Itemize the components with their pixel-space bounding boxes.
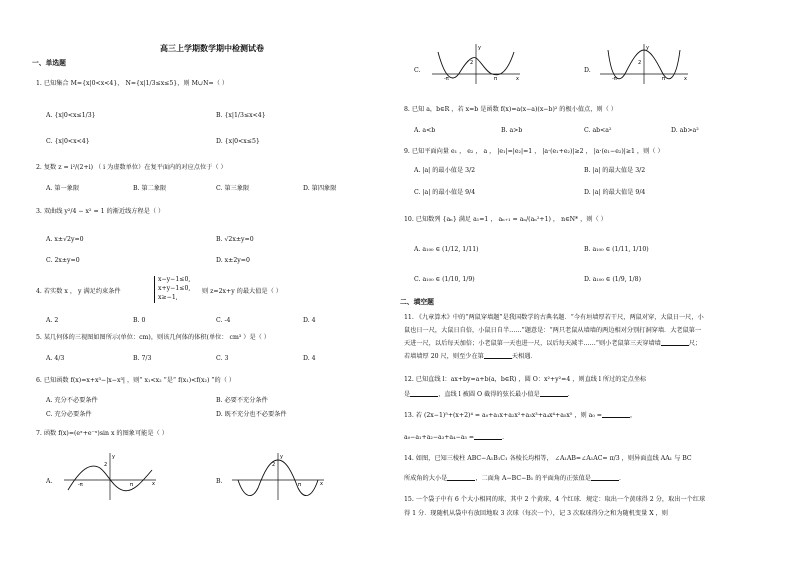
question-3-stem: 3. 双曲线 y²/4 − x² = 1 的渐近线方程是（ ） (36, 208, 165, 215)
question-11-line-3-text: 天进一尺，以后每天加倍；小老鼠第一天也进一尺，以后每天减半……”则小老鼠第三天穿墙墙 (404, 340, 661, 347)
svg-text:y: y (478, 45, 481, 51)
section-heading-fill-in: 二、填空题 (400, 298, 434, 306)
question-8-option-b: B. a>b (501, 127, 523, 134)
question-7-option-d-label: D. (584, 67, 591, 74)
question-12-line-2-end: ． (567, 391, 574, 398)
question-4-stem-tail: 则 z=2x+y 的最大值是（ ） (202, 288, 282, 295)
question-1-option-c: C. {x|0<x<4} (46, 138, 90, 145)
question-4-option-a: A. 2 (46, 317, 59, 324)
question-13-line-1 (404, 412, 754, 420)
question-9-option-a: A. |a| 的最小值是 3/2 (414, 167, 476, 174)
question-2-stem: 2. 复数 z = i²/(2+i) （ i 为虚数单位）在复平面内的对应点位于（ ） (36, 164, 227, 171)
question-15-line-2: 得 1 分．现随机从袋中有放回地取 3 次球（每次一个），记 3 次取球得分之和为随机变量 X ，则 (404, 510, 668, 517)
question-3-option-a: A. x±√2y=0 (46, 236, 84, 243)
question-12-line-2-start: 是 (404, 391, 411, 398)
question-7-option-c-label: C. (414, 67, 421, 74)
question-13-blank-1[interactable] (602, 412, 630, 418)
question-5-option-d: D. 4 (303, 355, 316, 362)
svg-text:π: π (130, 482, 134, 488)
question-4-option-c: C. -4 (216, 317, 231, 324)
question-11-blank-1[interactable] (661, 340, 689, 346)
question-12-blank-2[interactable] (540, 391, 568, 397)
question-6-option-d: D. 既不充分也不必要条件 (216, 411, 287, 418)
svg-text:x: x (320, 481, 323, 487)
question-14-line-2-mid: ，二面角 A−BC−B₁ 的平面角的正弦值是 (475, 475, 591, 482)
question-5-option-b: B. 7/3 (133, 355, 152, 362)
svg-text:y: y (280, 454, 283, 460)
question-3-option-c: C. 2x±y=0 (46, 257, 80, 264)
svg-text:π: π (662, 76, 666, 82)
question-4-option-d: D. 4 (303, 317, 316, 324)
question-6-option-b: B. 必要不充分条件 (216, 397, 268, 404)
question-1-option-b: B. {x|1/3≤x<4} (216, 112, 266, 119)
question-10-option-b: B. a₁₀₀ ∈ (1/11, 1/10) (584, 246, 649, 253)
svg-text:-π: -π (444, 76, 449, 82)
question-9-option-c: C. |a| 的最小值是 9/4 (414, 189, 476, 196)
question-14-line-2-end: ． (618, 475, 626, 482)
question-5-stem: 5. 某几何体的三视图如图所示(单位：cm)，则该几何体的体积(单位： cm³ ）是（ ） (36, 334, 270, 341)
question-14-line-1: 14. 如图，已知三棱柱 ABC−A₁B₁C₁ 各棱长均相等， ∠A₁AB=∠A₁AC= π/3 ，则异面直线 AA₁ 与 BC (404, 455, 692, 462)
question-12-blank-1[interactable] (410, 391, 438, 397)
question-15-line-1: 15. 一个袋子中有 6 个大小相同的球，其中 2 个黄球，4 个红球．规定：取出一个黄球得 2 分，取出一个红球 (404, 496, 706, 503)
question-2-option-b: B. 第二象限 (133, 185, 167, 192)
question-14-blank-2[interactable] (591, 475, 619, 481)
question-9-stem: 9. 已知平面向量 e₁ ， e₂ ， a ， |e₁|=|e₂|=1 ， |a·(e₁+e₂)|≥2 ， |a·(e₁−e₂)|≥1 ，则（ ） (404, 148, 664, 155)
question-7-option-a-label: A. (46, 478, 53, 485)
question-5-option-a: A. 4/3 (46, 355, 65, 362)
question-8-option-d: D. ab>a² (671, 127, 699, 134)
question-12-line-2 (404, 391, 754, 399)
question-4-option-b: B. 0 (133, 317, 146, 324)
question-6-option-a: A. 充分不必要条件 (46, 397, 98, 404)
question-14-line-2 (404, 475, 754, 483)
question-2-option-d: D. 第四象限 (303, 185, 337, 192)
question-13-blank-2[interactable] (474, 434, 502, 440)
question-7-graph-b (228, 450, 328, 502)
svg-text:2: 2 (104, 462, 108, 468)
question-2-option-a: A. 第一象限 (46, 185, 80, 192)
question-8-option-a: A. a<b (414, 127, 436, 134)
svg-text:x: x (684, 76, 687, 82)
question-12-line-1: 12. 已知直线 l：ax+by=a+b(a，b∈R) ，圆 O：x²+y²=4 ，则直线 l 所过的定点坐标 (404, 376, 647, 383)
svg-text:-π: -π (612, 76, 617, 82)
question-7-graph-d (596, 42, 692, 86)
question-4-constraints (154, 276, 190, 303)
question-3-option-b: B. √2x±y=0 (216, 236, 254, 243)
svg-text:π: π (298, 482, 302, 488)
svg-text:2: 2 (638, 60, 642, 66)
question-6-option-c: C. 充分必要条件 (46, 411, 92, 418)
question-9-option-b: B. |a| 的最大值是 3/2 (584, 167, 646, 174)
question-2-option-c: C. 第三象限 (216, 185, 250, 192)
question-4-constraint-3: x≥−1, (158, 293, 178, 301)
question-11-line-2: 鼠也日一尺，大鼠日自倍，小鼠日自半……”题意是：“两只老鼠从墙墙的两边相对分别打洞穿墙．大老鼠第一 (404, 327, 702, 334)
question-11-line-4-tail: 天相遇． (511, 353, 537, 360)
question-11-blank-2[interactable] (484, 353, 512, 359)
question-4-constraint-1: x−y−1≤0, (158, 276, 191, 283)
question-14-line-2-start: 所成角的大小是 (404, 475, 448, 482)
svg-text:y: y (646, 45, 649, 51)
question-11-line-4-text: 若墙墙厚 20 尺，则至少在第 (404, 353, 484, 360)
question-11-line-3 (404, 340, 754, 348)
question-10-stem: 10. 已知数列 {aₙ} 满足 a₁=1 ， aₙ₊₁ = aₙ/(aₙ²+1) ， n∈N* ，则（ ） (404, 216, 607, 223)
question-10-option-a: A. a₁₀₀ ∈ (1/12, 1/11) (414, 246, 479, 253)
section-heading-single-choice: 一、单选题 (32, 59, 66, 67)
question-7-graph-a (60, 450, 160, 502)
question-7-graph-c (428, 42, 524, 86)
question-12-line-2-mid: ，直线 l 被圆 O 截得的弦长最小值是 (438, 391, 540, 398)
svg-text:2: 2 (272, 462, 276, 468)
question-7-stem: 7. 函数 f(x)=(eˣ+e⁻ˣ)sin x 的图象可能是（ ） (36, 430, 168, 437)
page-title: 高三上学期数学期中检测试卷 (160, 43, 264, 53)
question-11-line-4 (404, 353, 754, 361)
question-10-option-d: D. a₁₀₀ ∈ (1/9, 1/8) (584, 276, 641, 283)
question-13-line-2-tail: ． (502, 434, 509, 441)
question-11-line-3-tail: 尺； (688, 340, 702, 347)
question-7-option-b-label: B. (216, 478, 223, 485)
svg-text:-π: -π (78, 482, 83, 488)
question-6-stem: 6. 已知函数 f(x)=x+x³−|x−x³| ，则“ x₁<x₂ ”是“ f(x₁)<f(x₂) ”的（ ） (36, 377, 236, 384)
question-4-stem: 4. 若实数 x ， y 满足约束条件 (36, 288, 121, 295)
question-11-line-1: 11. 《九章算术》中的“两鼠穿墙题”是我国数学的古典名题．“今有垣墙厚若干尺，两鼠对穿，大鼠日一尺，小 (404, 314, 704, 321)
question-13-line-1-tail: ， (629, 412, 637, 419)
question-10-option-c: C. a₁₀₀ ∈ (1/10, 1/9) (414, 276, 475, 283)
question-9-option-d: D. |a| 的最大值是 9/4 (584, 189, 646, 196)
question-14-blank-1[interactable] (447, 475, 475, 481)
svg-text:π: π (494, 76, 498, 82)
question-8-option-c: C. ab<a² (584, 127, 612, 134)
question-8-stem: 8. 已知 a，b∈R ，若 x=b 是函数 f(x)=a(x−a)(x−b)² 的极小值点，则（ ） (404, 106, 617, 113)
svg-text:x: x (152, 481, 155, 487)
question-1-option-d: D. {x|0<x≤5} (216, 138, 260, 145)
question-13-line-2 (404, 434, 754, 442)
svg-text:y: y (112, 454, 115, 460)
question-5-option-c: C. 3 (216, 355, 229, 362)
question-13-line-1-text: 13. 若 (2x−1)⁵+(x+2)⁴ = a₀+a₁x+a₂x²+a₃x³+a₄x⁴+a₅x⁵ ，则 a₀ = (404, 412, 602, 419)
question-13-line-2-text: a₀−a₁+a₂−a₃+a₄−a₅ = (404, 434, 475, 441)
question-4-constraint-2: x+y−1≤0, (158, 284, 191, 292)
svg-text:x: x (516, 76, 519, 82)
svg-text:2: 2 (470, 60, 474, 66)
question-3-option-d: D. x±2y=0 (216, 257, 250, 264)
question-1-stem: 1. 已知集合 M={x|0<x<4}， N={x|1/3≤x≤5}，则 M∪N=（ ） (36, 80, 229, 87)
question-1-option-a: A. {x|0<x≤1/3} (46, 112, 96, 119)
